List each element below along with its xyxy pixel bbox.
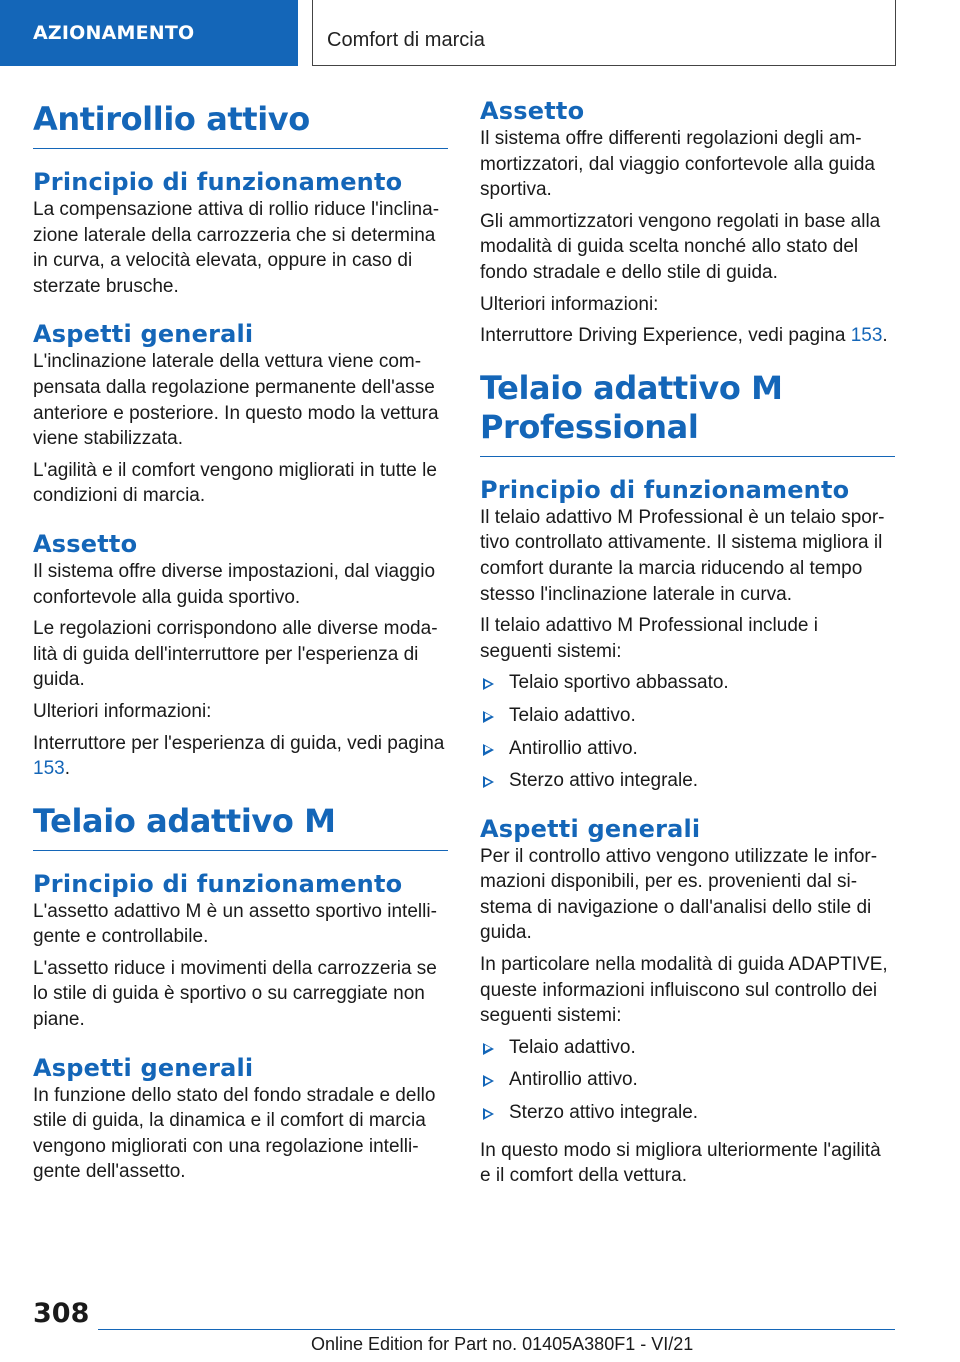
paragraph: Gli ammortizzatori vengono regolati in base alla modalità di guida scelta nonché allo stato del fondo stradale e dello stile di guida. (480, 210, 881, 283)
section-principio-antirollio (33, 167, 448, 299)
section-principio-telaio (33, 869, 448, 1033)
subheading-principio: Principio di funzionamento (480, 475, 850, 504)
list-item-text: Telaio sportivo abbassato. (509, 672, 729, 694)
section-aspetti-telaio (33, 1053, 448, 1185)
ref-text: Interruttore per l'esperienza di guida, vedi pagina (33, 732, 445, 754)
subheading-aspetti: Aspetti generali (33, 320, 254, 349)
subheading-aspetti: Aspetti generali (480, 814, 701, 843)
triangle-bullet-icon (483, 776, 494, 788)
paragraph: Il sistema offre differenti regolazioni degli ammortizzatori, dal viaggio confortevole alla guida sportiva. (480, 128, 875, 201)
ref-end: . (64, 758, 70, 780)
paragraph: Per il controllo attivo vengono utilizzate le informazioni disponibili, per es. provenienti dal sistema di navigazione o dall'analisi dello stile di guida. (480, 845, 878, 944)
subheading-principio: Principio di funzionamento (33, 869, 403, 898)
list-item (480, 768, 895, 794)
list-item (480, 670, 895, 696)
footer-divider (98, 1329, 895, 1330)
paragraph: Il sistema offre diverse impostazioni, dal viaggio confortevole alla guida sportivo. (33, 560, 436, 608)
triangle-bullet-icon (483, 744, 494, 756)
list-item-text: Telaio adattivo. (509, 1036, 636, 1058)
heading-telaio-m-professional: Telaio adattivo M Professional (480, 369, 895, 457)
section-aspetti-professional (480, 814, 895, 1189)
page-number: 308 (33, 1298, 90, 1329)
list-item-text: Sterzo attivo integrale. (509, 1102, 699, 1124)
paragraph: In questo modo si migliora ulteriormente l'agilità e il comfort della vettura. (480, 1139, 881, 1187)
paragraph: Le regolazioni corrispondono alle diverse modalità di guida dell'interruttore per l'esperienza di guida. (33, 618, 438, 691)
section-assetto-antirollio (33, 529, 448, 782)
footer-edition-text: Online Edition for Part no. 01405A380F1 - VI/21 (311, 1334, 694, 1354)
triangle-bullet-icon (483, 1075, 494, 1087)
paragraph: In funzione dello stato del fondo stradale e dello stile di guida, la dinamica e il comfort di marcia vengono migliorati con una regolazione intelligente dell'assetto. (33, 1084, 436, 1183)
header-section-tab: AZIONAMENTO (0, 0, 298, 66)
heading-antirollio-attivo: Antirollio attivo (33, 100, 448, 149)
list-item-text: Telaio adattivo. (509, 704, 636, 726)
paragraph: L'inclinazione laterale della vettura viene compensata dalla regolazione permanente dell'asse anteriore e posteriore. In questo modo la vettura viene stabilizzata. (33, 351, 439, 450)
list-item (480, 1035, 895, 1061)
left-column (33, 100, 448, 1205)
subheading-principio: Principio di funzionamento (33, 168, 403, 196)
ref-text: Interruttore Driving Experience, vedi pagina (480, 325, 851, 347)
section-aspetti-antirollio (33, 319, 448, 509)
paragraph: La compensazione attiva di rollio riduce l'inclinazione laterale della carrozzeria che si determina in curva, a velocità elevata, oppure in caso di sterzate brusche. (33, 199, 440, 297)
header-chapter-title: Comfort di marcia (312, 0, 896, 66)
list-item (480, 703, 895, 729)
triangle-bullet-icon (483, 678, 494, 690)
triangle-bullet-icon (483, 1043, 494, 1055)
section-principio-professional (480, 475, 895, 794)
paragraph: Ulteriori informazioni: (33, 700, 212, 722)
list-item-text: Antirollio attivo. (509, 1069, 638, 1091)
subheading-assetto: Assetto (33, 529, 138, 558)
paragraph: L'assetto riduce i movimenti della carrozzeria se lo stile di guida è sportivo o su carreggiate non piane. (33, 957, 437, 1031)
page-ref-link[interactable]: 153 (850, 325, 883, 347)
paragraph: Ulteriori informazioni: (480, 293, 659, 315)
systems-list (480, 670, 895, 793)
list-item (480, 1100, 895, 1126)
paragraph-with-page-ref (480, 323, 895, 349)
subheading-assetto: Assetto (480, 97, 585, 125)
list-item-text: Antirollio attivo. (509, 737, 638, 759)
page-ref-link[interactable]: 153 (33, 758, 65, 780)
paragraph-with-page-ref (33, 731, 448, 782)
ref-end: . (882, 325, 888, 347)
paragraph: Il telaio adattivo M Professional include i seguenti sistemi: (480, 615, 818, 662)
paragraph: L'assetto adattivo M è un assetto sportivo intelligente e controllabile. (33, 900, 437, 948)
triangle-bullet-icon (483, 1108, 494, 1120)
paragraph: L'agilità e il comfort vengono migliorati in tutte le condizioni di marcia. (33, 459, 437, 507)
list-item-text: Sterzo attivo integrale. (509, 770, 699, 792)
right-column (480, 96, 895, 1209)
paragraph: Il telaio adattivo M Professional è un telaio sportivo controllato attivamente. Il sistema migliora il comfort durante la marcia riducendo al tempo stesso l'inclinazione laterale in curva. (480, 506, 885, 605)
heading-telaio-adattivo-m: Telaio adattivo M (33, 802, 448, 851)
list-item (480, 1067, 895, 1093)
section-assetto-right (480, 96, 895, 349)
list-item (480, 736, 895, 762)
adaptive-systems-list (480, 1035, 895, 1126)
paragraph: In particolare nella modalità di guida ADAPTIVE, queste informazioni influiscono sul controllo dei seguenti sistemi: (480, 954, 888, 1027)
triangle-bullet-icon (483, 711, 494, 723)
subheading-aspetti: Aspetti generali (33, 1053, 254, 1082)
